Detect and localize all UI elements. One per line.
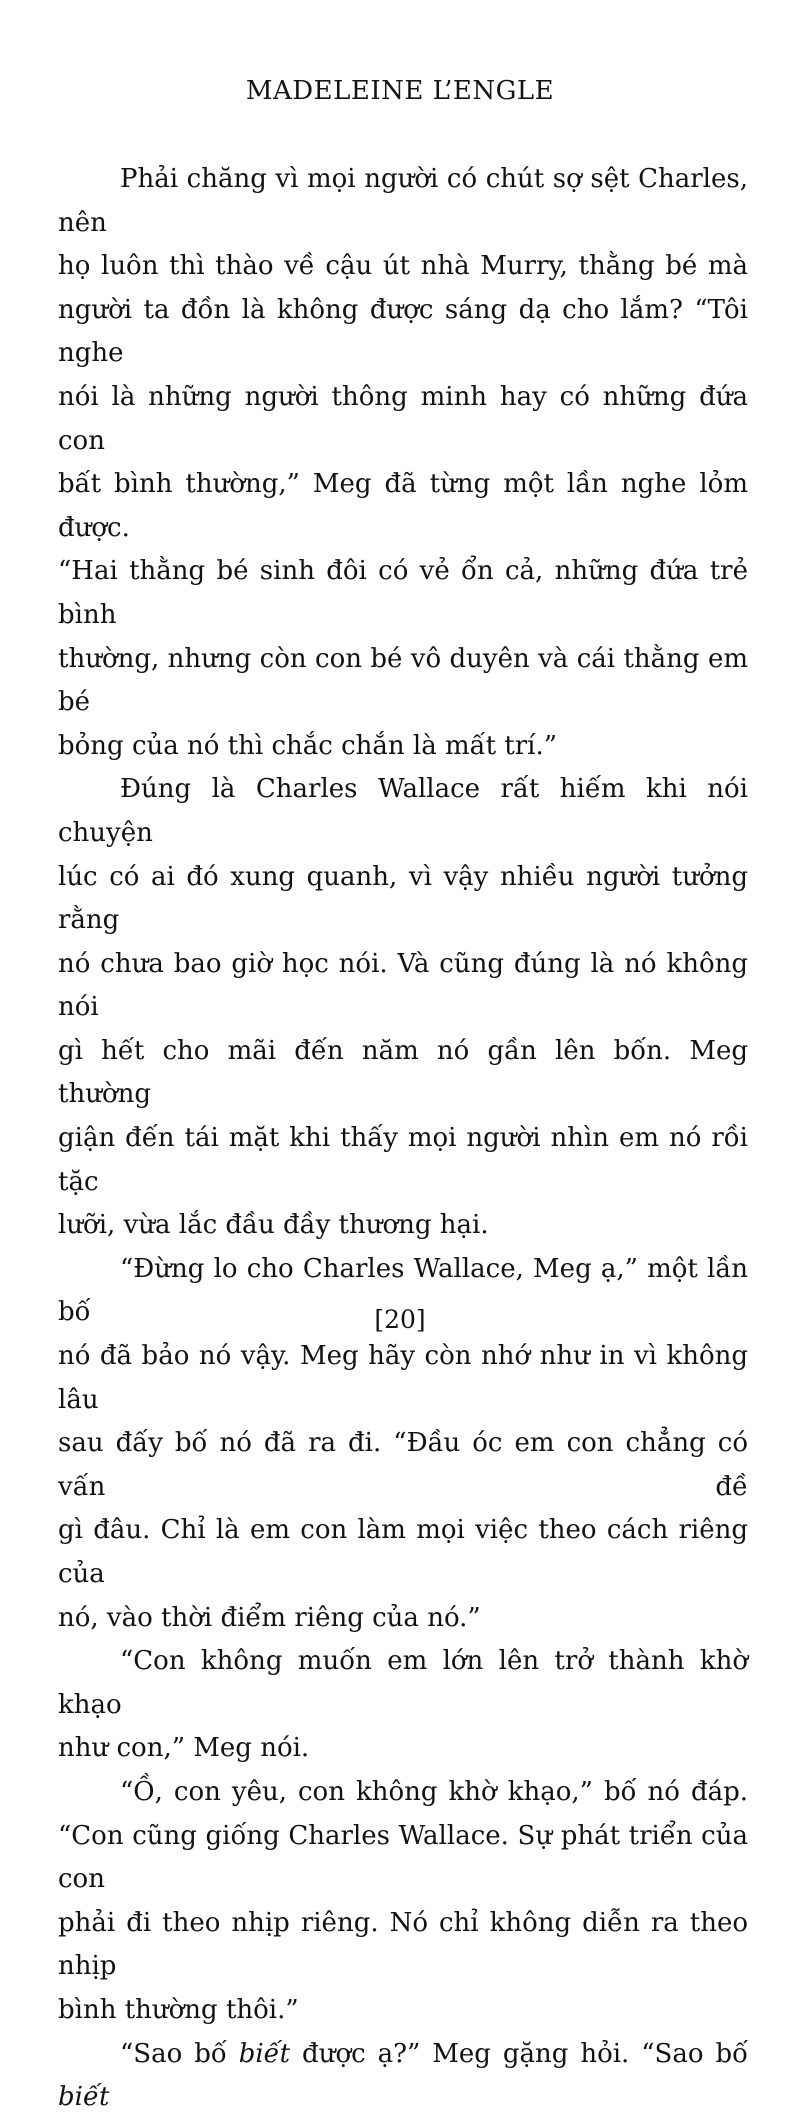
- paragraph: [58, 2033, 748, 2120]
- text-line: bỏng của nó thì chắc chắn là mất trí.”: [58, 730, 558, 761]
- text-line: “Đừng lo cho Charles Wallace, Meg ạ,” một lần bố: [58, 1253, 748, 1328]
- text-line: bất bình thường,” Meg đã từng một lần nghe lỏm được.: [58, 469, 748, 543]
- text-line: gì hết cho mãi đến năm nó gần lên bốn. Meg thường: [58, 1035, 748, 1110]
- text-line: lưỡi, vừa lắc đầu đầy thương hại.: [58, 1210, 489, 1241]
- text-line: bình thường thôi.”: [58, 1994, 299, 2025]
- text-run: được ạ?” Meg gặng hỏi. “Sao bố: [290, 2038, 748, 2069]
- text-line: giận đến tái mặt khi thấy mọi người nhìn em nó rồi tặc: [58, 1123, 748, 1197]
- text-line: sau đấy bố nó đã ra đi. “Đầu óc em con chẳng có vấn đề: [58, 1428, 748, 1502]
- text-line: Đúng là Charles Wallace rất hiếm khi nói chuyện: [58, 774, 748, 848]
- text-line: như con,” Meg nói.: [58, 1733, 310, 1764]
- text-line: “Con không muốn em lớn lên trở thành khờ khạo: [58, 1646, 748, 1720]
- text-line: phải đi theo nhịp riêng. Nó chỉ không diễn ra theo nhịp: [58, 1907, 748, 1982]
- italic-text-run: biết: [238, 2038, 291, 2069]
- text-run: “Sao bố: [120, 2038, 239, 2069]
- page-number: [20]: [374, 1305, 426, 1334]
- text-line: người ta đồn là không được sáng dạ cho lắm? “Tôi nghe: [58, 294, 748, 369]
- paragraph: [58, 1640, 748, 1771]
- text-line: [58, 2033, 748, 2120]
- paragraph: [58, 1771, 748, 2033]
- text-line: gì đâu. Chỉ là em con làm mọi việc theo cách riêng của: [58, 1515, 748, 1589]
- page-body: [58, 158, 748, 2120]
- text-line: Phải chăng vì mọi người có chút sợ sệt Charles, nên: [58, 164, 748, 238]
- text-line: nó, vào thời điểm riêng của nó.”: [58, 1602, 481, 1633]
- paragraph: [58, 768, 748, 1248]
- italic-text-run: biết: [58, 2082, 110, 2113]
- text-line: lúc có ai đó xung quanh, vì vậy nhiều người tưởng rằng: [58, 861, 748, 936]
- text-line: họ luôn thì thào về cậu út nhà Murry, thằng bé mà: [58, 251, 748, 282]
- text-line: nó đã bảo nó vậy. Meg hãy còn nhớ như in vì không lâu: [58, 1341, 748, 1415]
- text-line: “Con cũng giống Charles Wallace. Sự phát triển của con: [58, 1820, 748, 1895]
- running-header: MADELEINE L’ENGLE: [245, 76, 555, 106]
- text-line: nó chưa bao giờ học nói. Và cũng đúng là nó không nói: [58, 948, 748, 1023]
- text-line: “Ồ, con yêu, con không khờ khạo,” bố nó đáp.: [120, 1776, 748, 1807]
- paragraph: [58, 158, 748, 768]
- text-line: thường, nhưng còn con bé vô duyên và cái thằng em bé: [58, 643, 748, 718]
- text-line: “Hai thằng bé sinh đôi có vẻ ổn cả, những đứa trẻ bình: [58, 556, 748, 630]
- text-line: nói là những người thông minh hay có những đứa con: [58, 381, 748, 456]
